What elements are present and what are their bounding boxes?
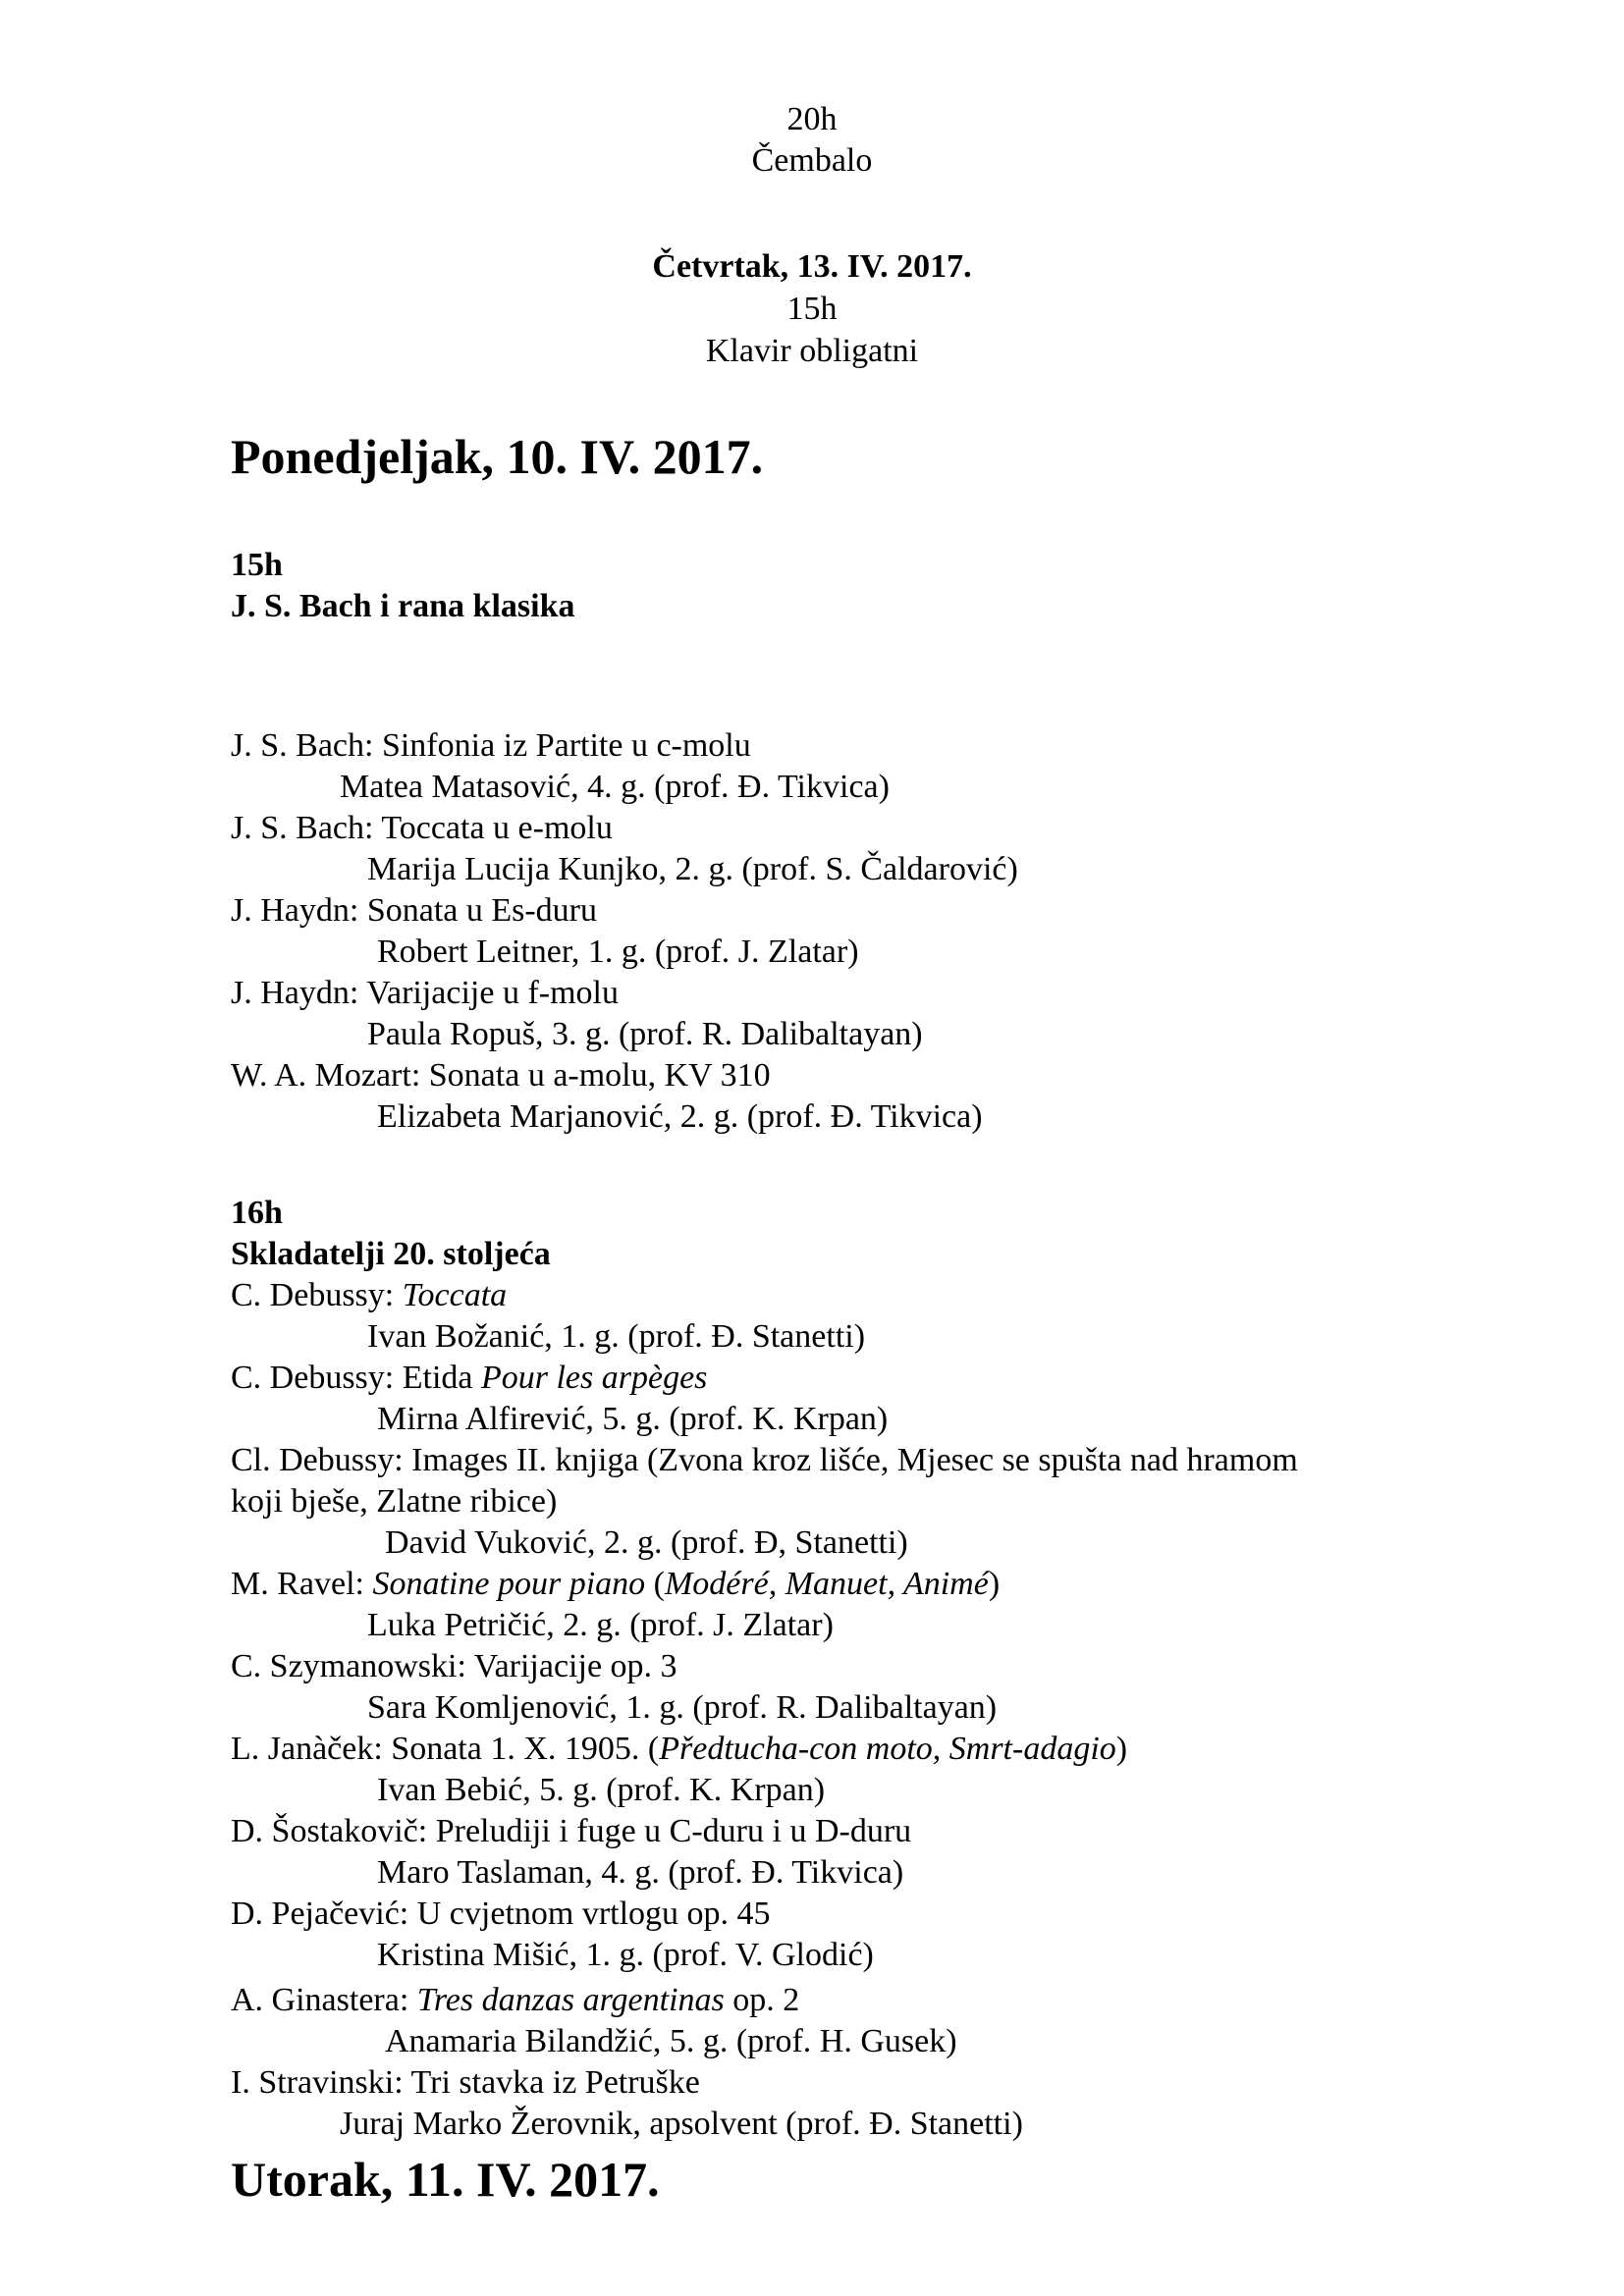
day-heading-utorak: Utorak, 11. IV. 2017. xyxy=(231,2152,660,2207)
program-work: I. Stravinski: Tri stavka iz Petruške xyxy=(231,2064,700,2101)
program-work: J. Haydn: Sonata u Es-duru xyxy=(231,892,598,929)
session-2-time: 16h xyxy=(231,1195,283,1231)
program-work: D. Šostakovič: Preludiji i fuge u C-duru i u D-duru xyxy=(231,1813,912,1849)
program-work: D. Pejačević: U cvjetnom vrtlogu op. 45 xyxy=(231,1896,771,1932)
program-performer: Marija Lucija Kunjko, 2. g. (prof. S. Čaldarović) xyxy=(367,851,1018,887)
program-performer: Sara Komljenović, 1. g. (prof. R. Dalibaltayan) xyxy=(367,1689,998,1726)
program-work: J. S. Bach: Toccata u e-molu xyxy=(231,810,613,846)
program-performer: Ivan Božanić, 1. g. (prof. Đ. Stanetti) xyxy=(367,1318,866,1355)
program-work: J. Haydn: Varijacije u f-molu xyxy=(231,975,620,1011)
program-work-continued: koji bješe, Zlatne ribice) xyxy=(231,1483,558,1520)
program-work: Cl. Debussy: Images II. knjiga (Zvona kroz lišće, Mjesec se spušta nad hramom xyxy=(231,1442,1298,1478)
program-performer: Juraj Marko Žerovnik, apsolvent (prof. Đ. Stanetti) xyxy=(340,2106,1023,2142)
program-performer: Luka Petričić, 2. g. (prof. J. Zlatar) xyxy=(367,1607,834,1643)
program-performer: Kristina Mišić, 1. g. (prof. V. Glodić) xyxy=(377,1937,874,1973)
program-performer: Robert Leitner, 1. g. (prof. J. Zlatar) xyxy=(377,934,859,970)
program-performer: Elizabeta Marjanović, 2. g. (prof. Đ. Tikvica) xyxy=(377,1098,983,1135)
program-work: M. Ravel: Sonatine pour piano (Modéré, Manuet, Animé) xyxy=(231,1566,1001,1602)
session-2-title: Skladatelji 20. stoljeća xyxy=(231,1236,551,1272)
time-20h: 20h xyxy=(786,101,838,137)
program-work: C. Debussy: Etida Pour les arpèges xyxy=(231,1360,708,1396)
program-performer: Maro Taslaman, 4. g. (prof. Đ. Tikvica) xyxy=(377,1854,904,1891)
event-cembalo: Čembalo xyxy=(751,142,873,179)
program-performer: David Vuković, 2. g. (prof. Đ, Stanetti) xyxy=(385,1524,908,1561)
day-heading-ponedjeljak: Ponedjeljak, 10. IV. 2017. xyxy=(231,429,764,484)
program-performer: Anamaria Bilandžić, 5. g. (prof. H. Gusek) xyxy=(385,2023,957,2059)
session-1-title: J. S. Bach i rana klasika xyxy=(231,588,575,624)
program-work: A. Ginastera: Tres danzas argentinas op. 2 xyxy=(231,1982,800,2018)
program-work: W. A. Mozart: Sonata u a-molu, KV 310 xyxy=(231,1057,771,1094)
program-performer: Ivan Bebić, 5. g. (prof. K. Krpan) xyxy=(377,1772,826,1808)
program-work: J. S. Bach: Sinfonia iz Partite u c-molu xyxy=(231,727,751,764)
program-performer: Paula Ropuš, 3. g. (prof. R. Dalibaltayan) xyxy=(367,1016,923,1052)
event-klavir-obligatni: Klavir obligatni xyxy=(705,333,919,369)
program-work: C. Szymanowski: Varijacije op. 3 xyxy=(231,1648,677,1684)
date-cetvrtak: Četvrtak, 13. IV. 2017. xyxy=(652,248,972,285)
time-15h-top: 15h xyxy=(786,291,838,327)
program-work: L. Janàček: Sonata 1. X. 1905. (Předtucha-con moto, Smrt-adagio) xyxy=(231,1731,1128,1767)
program-performer: Mirna Alfirević, 5. g. (prof. K. Krpan) xyxy=(377,1401,889,1437)
program-performer: Matea Matasović, 4. g. (prof. Đ. Tikvica) xyxy=(340,769,890,805)
program-work: C. Debussy: Toccata xyxy=(231,1277,508,1313)
session-1-time: 15h xyxy=(231,547,283,583)
